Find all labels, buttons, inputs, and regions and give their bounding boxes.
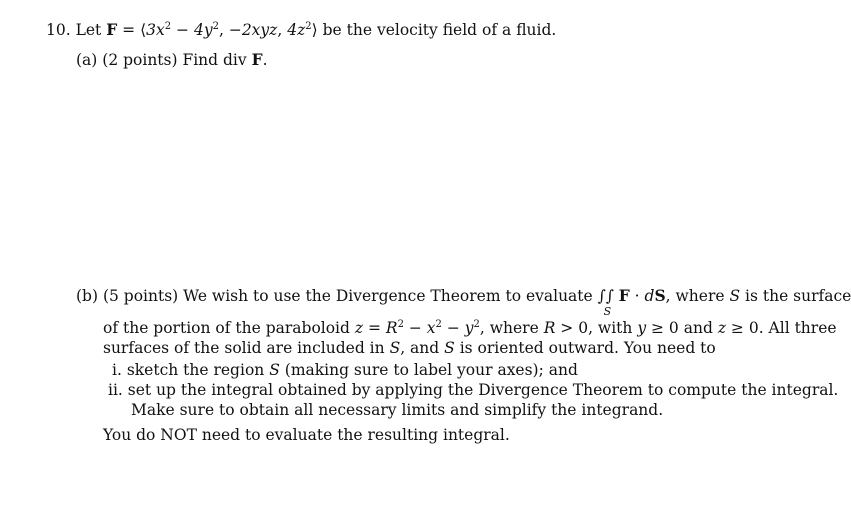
vector-field-definition: $F = ⟨3x^2 - 4y^2$, −2xyz, $4z^2⟩$ bbox=[106, 20, 318, 39]
part-b-text-lead: (5 points) We wish to use the Divergence Theorem to evaluate bbox=[102, 287, 593, 305]
part-b-line-1 bbox=[76, 286, 851, 318]
list-item-i bbox=[112, 360, 578, 380]
r-condition: R > 0 bbox=[543, 319, 589, 337]
integrand: F · dS bbox=[618, 286, 666, 305]
paraboloid-equation: $z = R^2 - x^2 - y^2$ bbox=[354, 319, 480, 337]
closing-note bbox=[103, 425, 510, 445]
intro-tail: be the velocity field of a fluid. bbox=[322, 21, 557, 39]
line2-and: and bbox=[683, 319, 713, 337]
intro-lead: Let bbox=[75, 21, 102, 39]
surface-s-symbol: S bbox=[389, 339, 401, 357]
problem-statement bbox=[46, 20, 556, 40]
line2-with: , with bbox=[588, 319, 633, 337]
item-ii-marker: ii. bbox=[108, 381, 123, 399]
text-after-integral: , where bbox=[665, 287, 725, 305]
line3-lead: surfaces of the solid are included in bbox=[103, 339, 385, 357]
part-b-label: (b) bbox=[76, 287, 99, 305]
z-condition: z ≥ 0 bbox=[717, 319, 759, 337]
line2-lead: of the portion of the paraboloid bbox=[103, 319, 350, 337]
surface-integral: ∫∫ S bbox=[598, 286, 614, 306]
list-item-ii bbox=[108, 380, 838, 400]
item-ii-text: set up the integral obtained by applying the Divergence Theorem to compute the integral. bbox=[127, 381, 839, 399]
part-a-label: (a) bbox=[76, 51, 98, 69]
line2-mid: , where bbox=[479, 319, 539, 337]
surface-s-symbol: S bbox=[729, 287, 741, 305]
part-a-text: (2 points) Find div bbox=[102, 51, 247, 69]
surface-s-symbol: S bbox=[444, 339, 455, 357]
surface-s-symbol: S bbox=[269, 361, 280, 379]
y-condition: y ≥ 0 bbox=[637, 319, 679, 337]
part-b-line-2 bbox=[103, 318, 837, 338]
line3-mid: , and bbox=[400, 339, 440, 357]
part-b-text-end: is the surface bbox=[745, 287, 851, 305]
closing-text: You do NOT need to evaluate the resulting integral. bbox=[103, 426, 510, 444]
item-ii-continuation: Make sure to obtain all necessary limits and simplify the integrand. bbox=[131, 401, 664, 419]
problem-number: 10. bbox=[46, 21, 71, 39]
line3-tail: is oriented outward. You need to bbox=[459, 339, 716, 357]
item-i-text-lead: sketch the region bbox=[126, 361, 265, 379]
part-b-line-3 bbox=[103, 338, 716, 358]
item-i-text-tail: (making sure to label your axes); and bbox=[284, 361, 578, 379]
vector-f-symbol: F bbox=[251, 50, 263, 69]
item-i-marker: i. bbox=[112, 361, 122, 379]
part-a: (a) (2 points) Find div F. bbox=[76, 50, 268, 69]
integral-subscript: S bbox=[603, 305, 612, 318]
line2-tail: . All three bbox=[758, 319, 837, 337]
list-item-ii-continuation bbox=[131, 400, 663, 420]
